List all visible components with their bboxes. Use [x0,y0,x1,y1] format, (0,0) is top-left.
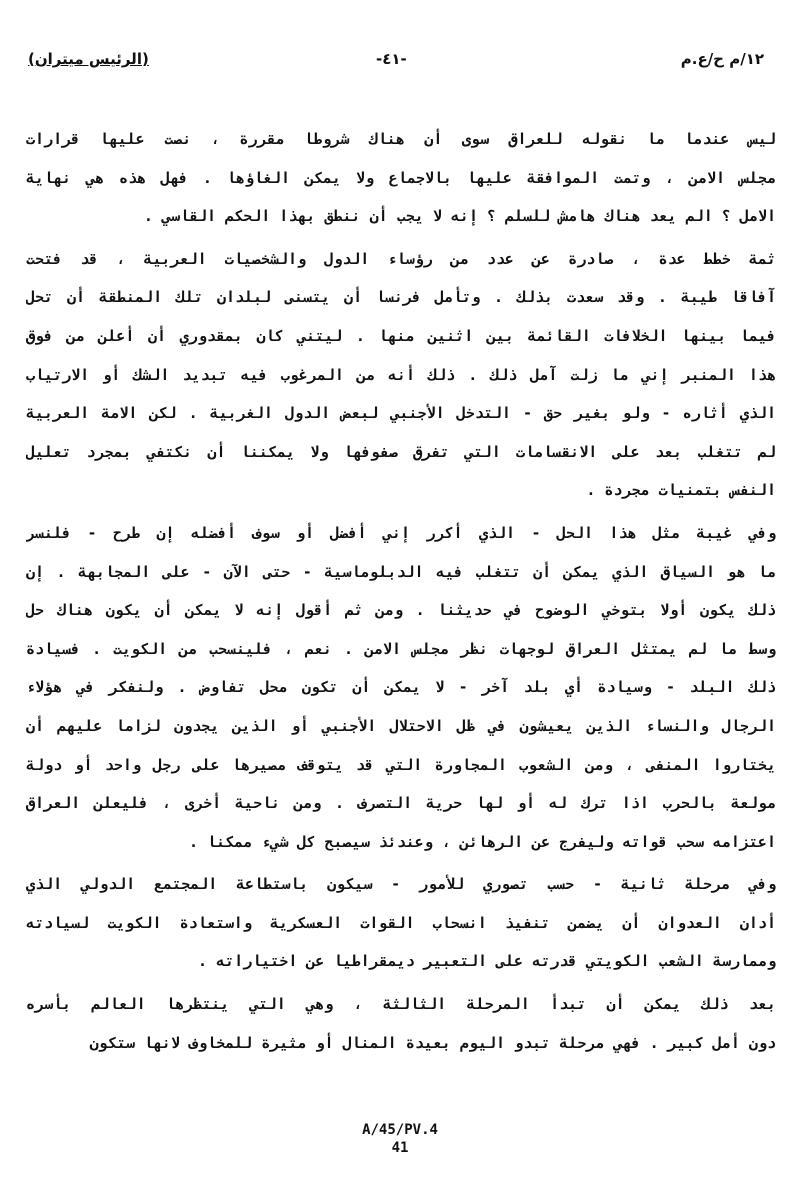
body-text [26,120,776,1066]
text-line: الذي أثاره - ولو بغير حق - التدخل الأجنبي لبعض الدول الغربية . لكن الامة العربية [26,404,776,423]
text-line: مجلس الامن ، وتمت الموافقة عليها بالاجماع ولا يمكن الغاؤها . فهل هذه هي نهاية [26,168,776,187]
text-line: آفاقا طيبة . وقد سعدت بذلك . وتأمل فرنسا أن يتسنى لبلدان تلك المنطقة أن تحل [26,288,776,307]
text-line: ذلك يكون أولا بتوخي الوضوح في حديثنا . ومن ثم أقول إنه لا يمكن أن يكون هناك حل [26,601,776,620]
text-line: ليس عندما ما نقوله للعراق سوى أن هناك شروطا مقررة ، نصت عليها قرارات [26,130,776,148]
text-line: وفي غيبة مثل هذا الحل - الذي أكرر إني أفضل أو سوف أفضله إن طرح - فلنسر [26,523,776,542]
paragraph [26,985,776,1062]
text-line: دون أمل كبير . فهي مرحلة تبدو اليوم بعيدة المنال أو مثيرة للمخاوف لانها ستكون [89,1033,776,1052]
document-symbol: A/45/PV.4 [362,1122,438,1138]
text-line: الامل ؟ الم يعد هناك هامش للسلم ؟ إنه لا يجب أن ننطق بهذا الحكم القاسي . [143,207,776,226]
page-number: 41 [391,1140,409,1156]
text-line: مولعة بالحرب اذا ترك له أو لها حرية التصرف . ومن ناحية أخرى ، فليعلن العراق [26,794,776,813]
text-line: فيما بينها الخلافات القائمة بين اثنين منها . ليتني كان بمقدوري أن أعلن من فوق [26,326,776,345]
text-line: ذلك البلد - وسيادة أي بلد آخر - لا يمكن أن تكون محل تفاوض . ولنفكر في هؤلاء [26,678,776,697]
text-line: وممارسة الشعب الكويتي قدرته على التعبير ديمقراطيا عن اختياراته . [198,952,776,971]
text-line: وسط ما لم يمتثل العراق لوجهات نظر مجلس الامن . نعم ، فلينسحب من الكويت . فسيادة [26,639,776,658]
paragraph [26,514,776,861]
paragraph [26,120,776,236]
text-line: بعد ذلك يمكن أن تبدأ المرحلة الثالثة ، وهي التي ينتظرها العالم بأسره [26,995,776,1014]
text-line: أدان العدوان أن يضمن تنفيذ انسحاب القوات العسكرية واستعادة الكويت لسيادته [26,913,776,932]
text-line: يختاروا المنفى ، ومن الشعوب المجاورة التي قد يتوقف مصيرها على رجل واحد أو دولة [26,755,776,774]
text-line: الرجال والنساء الذين يعيشون في ظل الاحتلال الأجنبي أو الذين يجدون لزاما عليهم أن [26,716,776,735]
text-line: ما هو السياق الذي يمكن أن تتغلب فيه الدبلوماسية - حتى الآن - على المجابهة . إن [26,562,776,581]
text-line: لم تتغلب بعد على الانقسامات التي تفرق صفوفها ولا يمكننا أن نكتفي بمجرد تعليل [26,442,776,461]
text-line: اعتزامه سحب قواته وليفرج عن الرهائن ، وعندئذ سيصبح كل شيء ممكنا . [189,832,776,851]
paragraph [26,240,776,510]
paragraph [26,865,776,981]
document-code: ١٢/م ح/ع.م [680,50,764,68]
text-line: وفي مرحلة ثانية - حسب تصوري للأمور - سيكون باستطاعة المجتمع الدولي الذي [26,875,776,894]
page-marker: -٤١- [376,50,407,68]
text-line: النفس بتمنيات مجردة . [586,481,776,500]
speaker-header: (الرئيس ميتران) [28,50,149,68]
text-line: هذا المنبر إني ما زلت آمل ذلك . ذلك أنه من المرغوب فيه تبديد الشك أو الارتياب [26,365,776,384]
text-line: ثمة خطط عدة ، صادرة عن عدد من رؤساء الدول والشخصيات العربية ، قد فتحت [26,249,776,268]
